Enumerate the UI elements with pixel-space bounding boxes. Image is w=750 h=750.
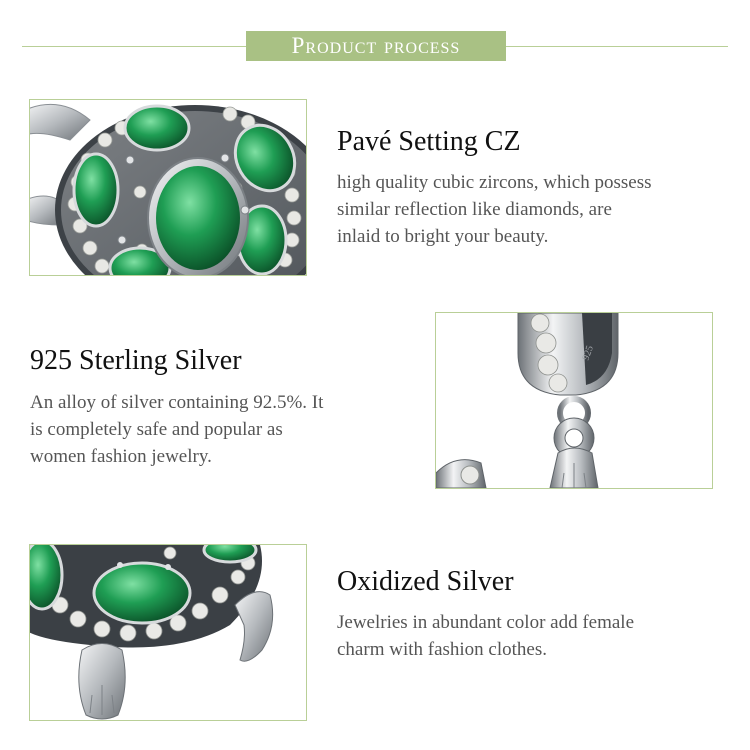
svg-text:925: 925	[580, 344, 596, 363]
section-title: Product process	[291, 33, 461, 58]
feature-desc-line: charm with fashion clothes.	[337, 639, 548, 660]
section-banner	[246, 31, 506, 61]
feature-desc-line: similar reflection like diamonds, are	[337, 199, 612, 220]
feature-desc-line: Jewelries in abundant color add female	[337, 612, 635, 633]
feature-title-pave: Pavé Setting CZ	[337, 126, 521, 157]
feature-title-oxidized: Oxidized Silver	[337, 566, 514, 597]
feature-title-silver: 925 Sterling Silver	[30, 345, 242, 376]
feature-desc-line: inlaid to bright your beauty.	[337, 226, 549, 247]
feature-desc-oxidized	[337, 609, 634, 663]
sterling-silver-image	[435, 312, 713, 489]
feature-desc-silver	[30, 389, 323, 470]
feature-desc-line: An alloy of silver containing 92.5%. It	[30, 392, 324, 413]
header-divider-left	[22, 46, 246, 47]
oxidized-silver-image	[29, 544, 307, 721]
feature-desc-line: women fashion jewelry.	[30, 446, 212, 467]
pave-setting-image	[29, 99, 307, 276]
feature-desc-pave	[337, 169, 652, 250]
header-divider-right	[506, 46, 728, 47]
feature-desc-line: high quality cubic zircons, which possess	[337, 172, 652, 193]
feature-desc-line: is completely safe and popular as	[30, 419, 283, 440]
